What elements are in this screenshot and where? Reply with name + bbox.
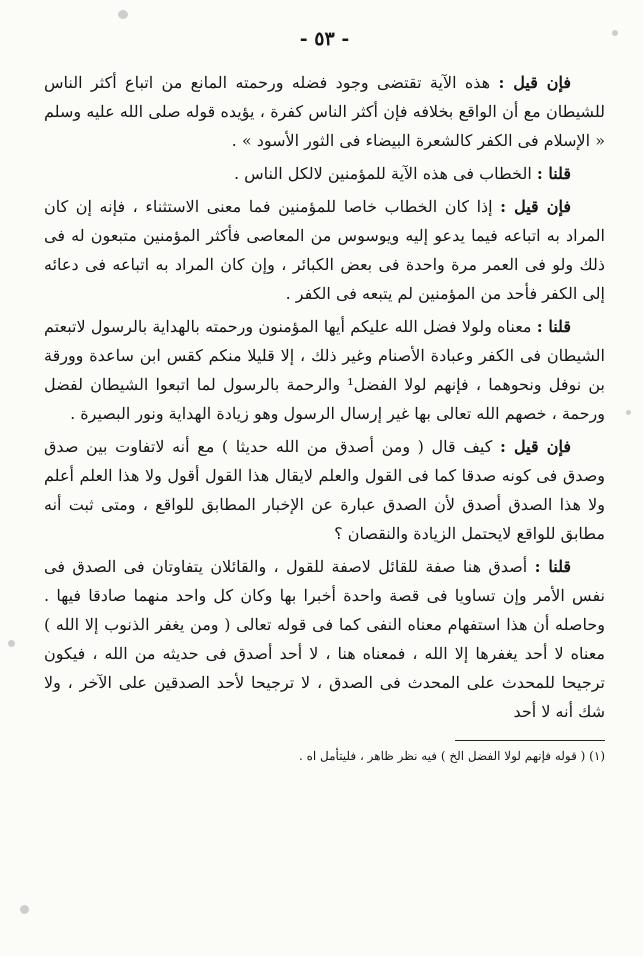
- scan-speckle: [612, 30, 618, 36]
- paragraph-text: هذه الآية تقتضى وجود فضله ورحمته المانع من اتباع أكثر الناس للشيطان مع أن الواقع بخلافه فإن أكثر الناس كفرة ، يؤيده قوله صلى الله عليه وسلم « الإسلام فى الكفر كالشعرة البيضاء فى الثور الأسود » .: [44, 73, 605, 150]
- paragraph-text: الخطاب فى هذه الآية للمؤمنين لالكل الناس .: [233, 164, 532, 183]
- scan-speckle: [626, 410, 631, 415]
- paragraph-text: معناه ولولا فضل الله عليكم أيها المؤمنون ورحمته بالهداية بالرسول لاتبعتم الشيطان فى الكفر وعبادة الأصنام وغير ذلك ، إلا قليلا منكم كقس ابن ساعدة وورقة بن نوفل ونحوهما ، فإنهم لولا الفضل¹ والرحمة بالرسول لما اتبعوا الشيطان لفضل ورحمة ، خصهم الله تعالى بها غير إرسال الرسول وهو زيادة الهداية ونور البصيرة .: [44, 317, 605, 423]
- paragraph-text: أصدق هنا صفة للقائل لاصفة للقول ، والقائلان يتفاوتان فى الصدق فى نفس الأمر وإن تساويا فى قصة واحدة أخبرا بها وكان كل واحد منهما صادقا فيها . وحاصله أن هذا استفهام معناه النفى كما فى قوله تعالى ( ومن يغفر الذنوب إلا الله ) معناه لا أحد يغفرها إلا الله ، فمعناه هنا ، لا أحد أصدق فى حديثه من الله ، فيكون ترجيحا للمحدث على المحدث فى الصدق ، لا ترجيحا لأحد الصدقين على الآخر ، ولا شك أنه لا أحد: [44, 557, 605, 721]
- paragraph-text: إذا كان الخطاب خاصا للمؤمنين فما معنى الاستثناء ، فإنه إن كان المراد به اتباعه فيما يدعو إليه ويوسوس من المعاصى فأكثر المؤمنين متبعون له فى ذلك ولو فى العمر مرة واحدة فى بعض الكبائر ، وإن كان المراد به اتباعه فى دعائه إلى الكفر فأحد من المؤمنين لم يتبعه فى الكفر .: [44, 197, 605, 303]
- page-number: - ٥٣ -: [299, 28, 350, 50]
- paragraph: [44, 312, 605, 428]
- paragraph-lead: قلنا :: [536, 317, 571, 336]
- paragraph: [44, 159, 605, 188]
- paragraph: [44, 552, 605, 726]
- main-text: [44, 68, 605, 726]
- footnote-divider: [455, 740, 605, 741]
- footnote: (١) ( قوله فإنهم لولا الفضل الخ ) فيه نظر ظاهر ، فليتأمل اه .: [298, 749, 605, 763]
- scan-speckle: [118, 10, 128, 19]
- scan-speckle: [8, 640, 15, 647]
- paragraph-lead: قلنا :: [534, 557, 572, 576]
- paragraph-lead: فإن قيل :: [500, 197, 571, 216]
- paragraph: [44, 432, 605, 548]
- paragraph: [44, 68, 605, 155]
- paragraph-lead: فإن قيل :: [499, 437, 571, 456]
- paragraph: [44, 192, 605, 308]
- paragraph-lead: فإن قيل :: [498, 73, 571, 92]
- paragraph-text: كيف قال ( ومن أصدق من الله حديثا ) مع أنه لاتفاوت بين صدق وصدق فى كونه صدقا كما فى القول والعلم لايقال هذا القول أقول ولا هذا العلم أعلم ولا هذا الصدق أصدق لأن الصدق عبارة عن الإخبار المطابق للواقع ، ومتى ثبت أنه مطابق للواقع لايحتمل الزيادة والنقصان ؟: [44, 437, 605, 543]
- scan-speckle: [20, 905, 29, 914]
- paragraph-lead: قلنا :: [536, 164, 571, 183]
